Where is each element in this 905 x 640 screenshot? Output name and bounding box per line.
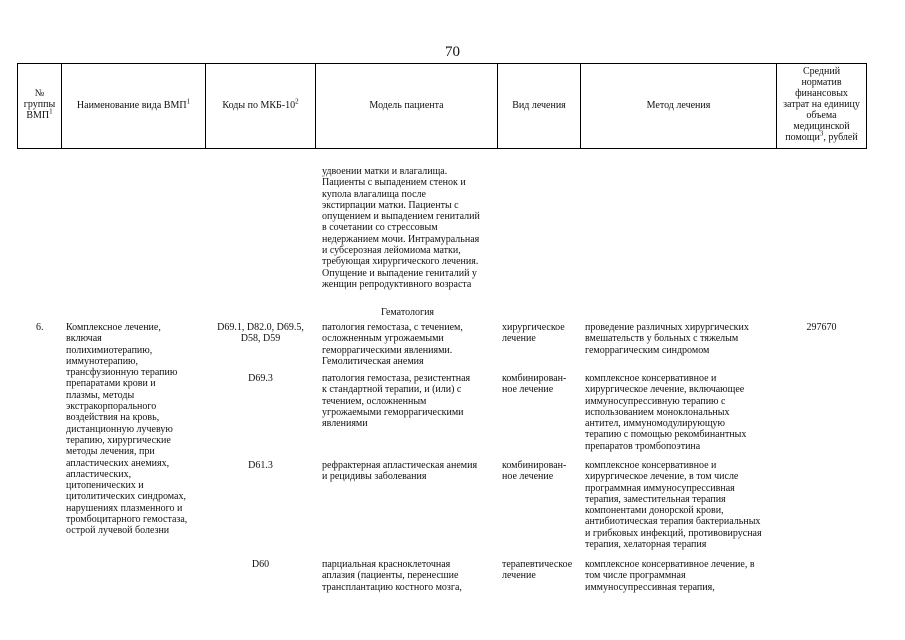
continuation-model-text: удвоении матки и влагалища. Пациенты с выпадением стенок и купола влагалища после экстирпации матки. Пациенты с опущением и выпадением гениталий в сочетании со стрессовым недержанием мочи. Интрамуральная и субсерозная лейомиома матки, требующая хирургического лечения. Опущение и выпадение гениталий у женщин репродуктивного возраста [322, 166, 480, 290]
group-name: Комплексное лечение, включая полихимиотерапию, иммунотерапию, трансфузионную терапию препаратами крови и плазмы, методы экстракорпорального воздействия на кровь, дистанционную лучевую терапию, хирургические методы лечения, при апластических анемиях, апластических, цитопенических и цитолитических синдромах, нарушениях плазменного и тромбоцитарного гемостаза, острой лучевой болезни [66, 322, 188, 537]
header-top-rule [17, 63, 866, 64]
header-col-method: Метод лечения [646, 100, 711, 111]
header-right-border [866, 63, 867, 149]
row-codes: D60 [251, 559, 270, 570]
section-title: Гематология [380, 307, 435, 318]
row-method: комплексное консервативное и хирургическое лечение, включающее иммуносупрессивную терапию с использованием моноклональных антител, иммуномодулирующую терапию с помощью рекомбинантных препаратов тромбопоэтина [585, 373, 747, 452]
header-col-codes: Коды по МКБ-$10^2$ [222, 97, 299, 111]
page-number: 70 [445, 44, 460, 60]
group-number: 6. [36, 322, 44, 333]
row-model: патология гемостаза, с течением, осложненным угрожаемыми геморрагическими явлениями. Гемолитическая анемия [322, 322, 463, 367]
row-type: хирургическое лечение [502, 322, 565, 345]
row-codes: D69.3 [248, 373, 273, 384]
row-method: комплексное консервативное лечение, в том числе программная иммуносупрессивная терапия, [585, 559, 755, 593]
row-type: терапевтическое лечение [502, 559, 573, 582]
row-type: комбинирован- ное лечение [502, 460, 567, 483]
row-method: проведение различных хирургических вмешательств у больных с тяжелым геморрагическим синдромом [585, 322, 749, 356]
row-codes: D69.1, D82.0, D69.5, D58, D59 [217, 322, 304, 345]
group-cost: 297670 [806, 322, 837, 333]
header-col-name: Наименование вида ВМП$^1$ [76, 97, 191, 111]
row-model: патология гемостаза, резистентная к стандартной терапии, и (или) с течением, осложненным угрожаемыми геморрагическими явлениями [322, 373, 471, 430]
row-codes: D61.3 [248, 460, 273, 471]
row-method: комплексное консервативное и хирургическое лечение, в том числе программная иммуносупрессивная терапия, заместительная терапия компонентами донорской крови, антибиотическая терапия бактериальных и грибковых инфекций, противовирусная терапия, хелаторная терапия [585, 460, 762, 551]
row-model: рефрактерная апластическая анемия и рецидивы заболевания [322, 460, 478, 483]
row-model: парциальная красноклеточная аплазия (пациенты, перенесшие трансплантацию костного мозга, [322, 559, 462, 593]
header-col-cost: Средний норматив финансовых затрат на единицу объема медицинской помощи$^3$, рублей [783, 66, 860, 143]
row-type: комбинирован- ное лечение [502, 373, 567, 396]
header-col-type: Вид лечения [512, 100, 566, 111]
header-col-model: Модель пациента [369, 100, 444, 111]
header-col-group: № группы ВМП$^1$ [23, 88, 56, 121]
header-bottom-rule [17, 148, 866, 149]
